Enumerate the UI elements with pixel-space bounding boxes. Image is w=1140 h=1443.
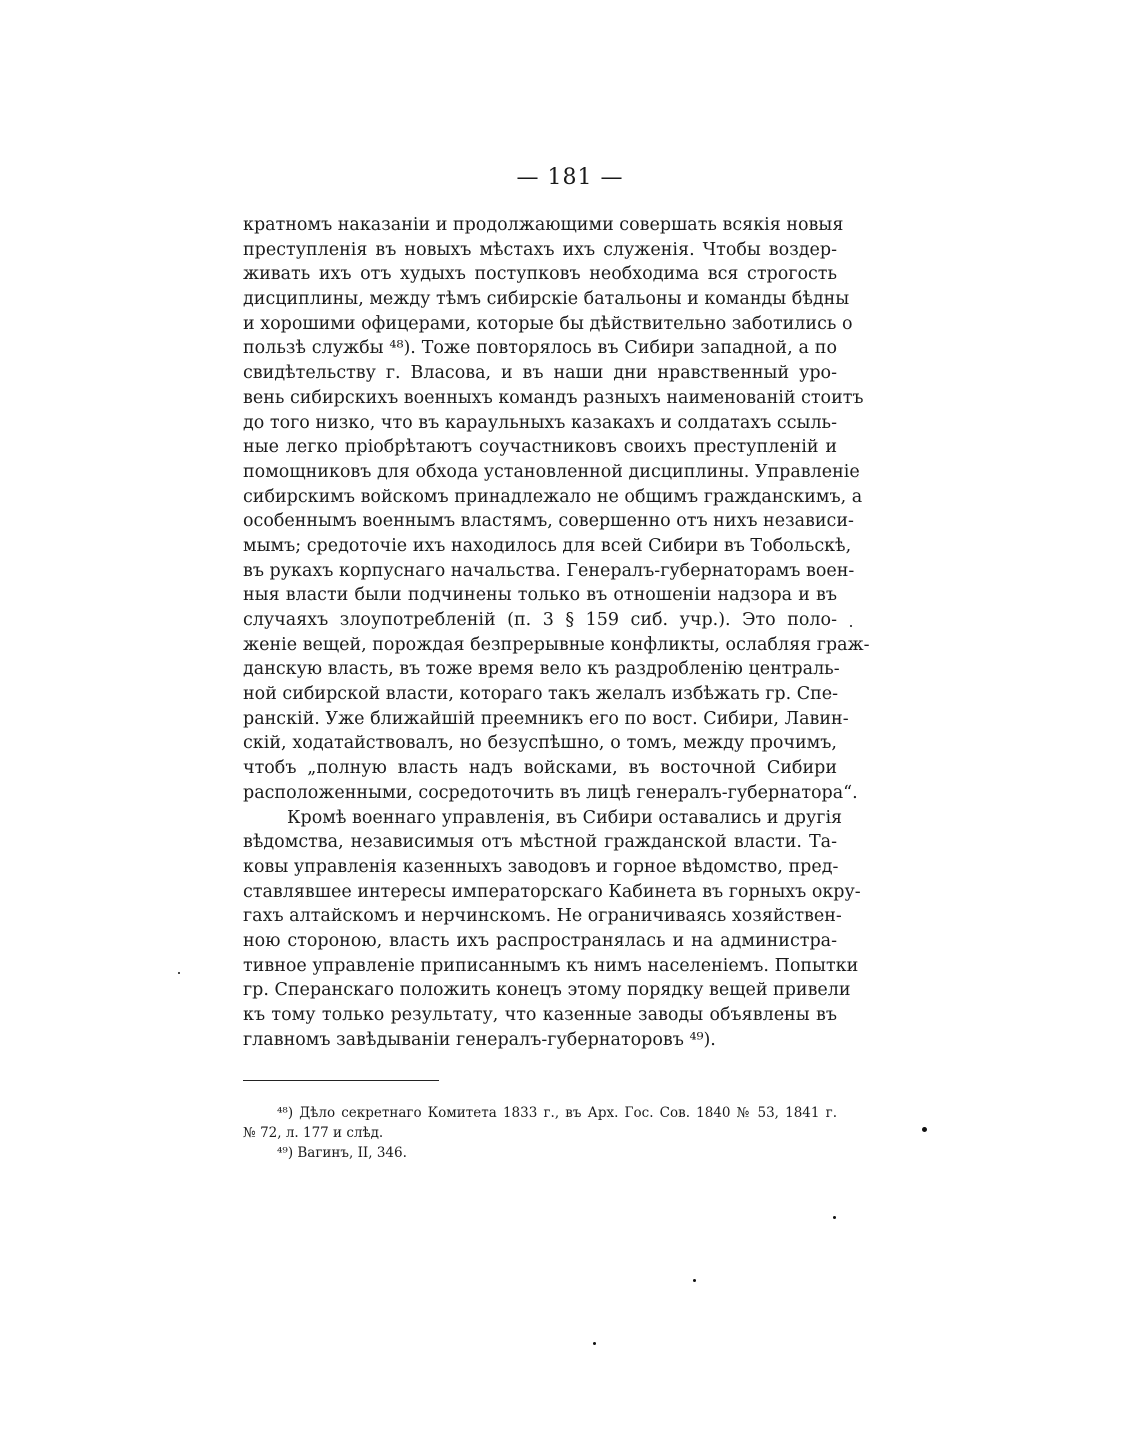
text-line: пользѣ службы ⁴⁸). Тоже повторялось въ Сибири западной, а по — [243, 338, 837, 359]
text-line: тивное управленіе приписаннымъ къ нимъ населеніемъ. Попытки — [243, 955, 859, 976]
footnote-line: ⁴⁹) Вагинъ, II, 346. — [277, 1145, 407, 1161]
text-line: мымъ; средоточіе ихъ находилось для всей Сибири въ Тобольскѣ, — [243, 535, 852, 556]
scan-speck — [833, 1216, 836, 1219]
page-number: — 181 — — [516, 165, 624, 190]
text-line: ныя власти были подчинены только въ отношеніи надзора и въ — [243, 585, 837, 606]
text-line: скій, ходатайствовалъ, но безуспѣшно, о томъ, между прочимъ, — [243, 733, 837, 754]
footnote-line: № 72, л. 177 и слѣд. — [243, 1125, 384, 1141]
scan-speck — [693, 1279, 696, 1282]
text-line: вень сибирскихъ военныхъ командъ разныхъ наименованій стоитъ — [243, 387, 864, 408]
text-line: свидѣтельству г. Власова, и въ наши дни нравственный уро- — [243, 363, 837, 384]
text-line: и хорошими офицерами, которые бы дѣйствительно заботились о — [243, 313, 853, 334]
text-line: сибирскимъ войскомъ принадлежало не общимъ гражданскимъ, а — [243, 486, 863, 507]
scan-speck — [922, 1127, 927, 1132]
text-line: расположенными, сосредоточить въ лицѣ генералъ-губернатора“. — [243, 782, 858, 803]
footnote-line: ⁴⁸) Дѣло секретнаго Комитета 1833 г., въ Арх. Гос. Сов. 1840 № 53, 1841 г. — [277, 1105, 837, 1121]
text-line: ною стороною, власть ихъ распространялась и на администра- — [243, 930, 837, 951]
text-line: въ рукахъ корпуснаго начальства. Генералъ-губернаторамъ воен- — [243, 560, 855, 581]
text-line: женіе вещей, порождая безпрерывные конфликты, ослабляя граж- — [243, 634, 870, 655]
text-line: преступленія въ новыхъ мѣстахъ ихъ служенія. Чтобы воздер- — [243, 239, 837, 260]
text-line: вѣдомства, независимыя отъ мѣстной гражданской власти. Та- — [243, 832, 837, 853]
text-line: ные легко пріобрѣтаютъ соучастниковъ своихъ преступленій и — [243, 437, 837, 458]
scan-speck — [850, 625, 852, 627]
text-line: особеннымъ военнымъ властямъ, совершенно отъ нихъ независи- — [243, 511, 854, 532]
text-line: случаяхъ злоупотребленій (п. 3 § 159 сиб. учр.). Это поло- — [243, 610, 837, 630]
text-line: главномъ завѣдываніи генералъ-губернаторовъ ⁴⁹). — [243, 1029, 716, 1050]
scan-speck — [178, 972, 180, 974]
footnote-separator — [243, 1080, 439, 1081]
footnotes — [243, 1103, 837, 1163]
text-line: данскую власть, въ тоже время вело къ раздробленію централь- — [243, 659, 840, 680]
text-line: живать ихъ отъ худыхъ поступковъ необходима вся строгость — [243, 264, 837, 285]
text-line: Кромѣ военнаго управленія, въ Сибири оставались и другія — [287, 807, 843, 828]
text-line: гр. Сперанскаго положить конецъ этому порядку вещей привели — [243, 980, 851, 1001]
text-line: дисциплины, между тѣмъ сибирскіе батальоны и команды бѣдны — [243, 289, 850, 310]
text-line: помощниковъ для обхода установленной дисциплины. Управленіе — [243, 461, 860, 482]
text-line: ставлявшее интересы императорскаго Кабинета въ горныхъ окру- — [243, 881, 861, 902]
scan-speck — [593, 1342, 596, 1345]
body-text — [243, 213, 870, 1052]
text-line: ковы управленія казенныхъ заводовъ и горное вѣдомство, пред- — [243, 856, 839, 877]
text-line: ранскій. Уже ближайшій преемникъ его по вост. Сибири, Лавин- — [243, 708, 849, 729]
text-line: ной сибирской власти, котораго такъ желалъ избѣжать гр. Спе- — [243, 684, 839, 705]
text-line: до того низко, что въ караульныхъ казакахъ и солдатахъ ссыль- — [243, 412, 837, 433]
text-line: чтобъ „полную власть надъ войсками, въ восточной Сибири — [243, 758, 837, 779]
text-line: кратномъ наказаніи и продолжающими совершать всякія новыя — [243, 215, 844, 235]
text-line: къ тому только результату, что казенные заводы объявлены въ — [243, 1005, 837, 1025]
text-line: гахъ алтайскомъ и нерчинскомъ. Не ограничиваясь хозяйствен- — [243, 906, 842, 927]
